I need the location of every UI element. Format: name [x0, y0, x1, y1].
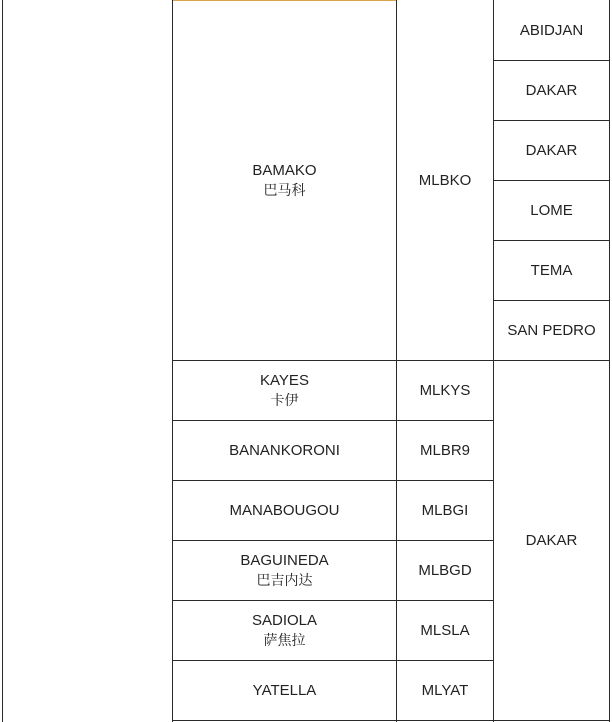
- place-name: BANANKORONI: [229, 442, 340, 459]
- table-cell-port: [494, 301, 609, 360]
- location-code: MLKYS: [419, 382, 471, 399]
- grid-hline: [172, 720, 610, 721]
- place-name: BAMAKO: [252, 161, 317, 179]
- grid-vline-left: [2, 0, 3, 722]
- place-name-cn: 巴吉内达: [256, 572, 313, 589]
- location-code: MLBR9: [419, 442, 471, 459]
- table-cell-code: [397, 421, 493, 480]
- table-cell-port-merged: [494, 361, 609, 720]
- table-cell-code: [397, 661, 493, 720]
- port-name: ABIDJAN: [519, 22, 584, 39]
- table-cell-code: [397, 481, 493, 540]
- table-cell-code: [397, 541, 493, 600]
- location-code: MLYAT: [421, 682, 469, 699]
- place-name: YATELLA: [252, 682, 317, 699]
- place-name: KAYES: [260, 371, 309, 389]
- table-cell-place: [173, 541, 396, 600]
- location-code: MLBKO: [418, 172, 472, 189]
- table-cell-port: [494, 181, 609, 240]
- table-cell-place: [173, 1, 396, 360]
- port-name: DAKAR: [525, 142, 578, 159]
- table-cell-port: [494, 61, 609, 120]
- port-name: DAKAR: [525, 532, 578, 549]
- port-name: LOME: [530, 202, 573, 219]
- port-name: SAN PEDRO: [507, 322, 596, 339]
- table-cell-port: [494, 121, 609, 180]
- table-cell-port: [494, 1, 609, 60]
- location-code: MLBGI: [421, 502, 469, 519]
- table-cell-place: [173, 661, 396, 720]
- table-cell-code: [397, 1, 493, 360]
- place-name-cn: 巴马科: [263, 182, 306, 199]
- place-name-cn: 卡伊: [270, 392, 299, 409]
- table-cell-code: [397, 601, 493, 660]
- place-name: MANABOUGOU: [229, 502, 340, 519]
- location-code: MLBGD: [418, 562, 472, 579]
- place-name-cn: 萨焦拉: [263, 632, 306, 649]
- table-cell-place: [173, 481, 396, 540]
- table-cell-place: [173, 601, 396, 660]
- table-cell-port: [494, 241, 609, 300]
- port-name: TEMA: [530, 262, 573, 279]
- place-name: SADIOLA: [251, 611, 318, 629]
- location-code: MLSLA: [420, 622, 470, 639]
- table-cell-code: [397, 361, 493, 420]
- grid-vline-right: [609, 0, 610, 722]
- table-cell-place: [173, 421, 396, 480]
- place-name: BAGUINEDA: [240, 551, 329, 569]
- table-cell-place: [173, 361, 396, 420]
- port-name: DAKAR: [525, 82, 578, 99]
